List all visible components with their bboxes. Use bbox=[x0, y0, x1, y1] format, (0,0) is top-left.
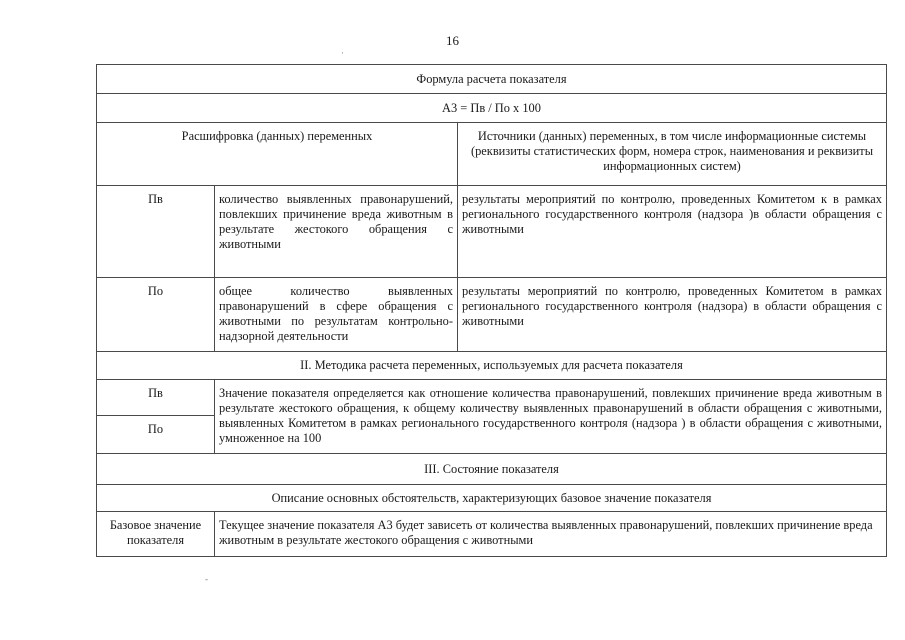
state-subheading: Описание основных обстоятельств, характеризующих базовое значение показателя bbox=[97, 485, 887, 512]
base-value-text: Текущее значение показателя А3 будет зависеть от количества выявленных правонарушений, повлекших причинение вреда животным в результате жестокого обращения с животными bbox=[215, 512, 887, 557]
methodology-row bbox=[97, 380, 887, 416]
methodology-code: По bbox=[97, 416, 215, 454]
sources-column-header: Источники (данных) переменных, в том числе информационные системы (реквизиты статистических форм, номера строк, наименования и реквизиты информационных систем) bbox=[458, 123, 887, 186]
formula: А3 = Пв / По х 100 bbox=[97, 94, 887, 123]
methodology-text: Значение показателя определяется как отношение количества правонарушений, повлекших причинение вреда животным в результате жестокого обращения, к общему количеству выявленных правонарушений в области обращения с животными, выявленных Комитетом в рамках регионального государственного контроля (надзора ) в области обращения с животными, умноженное на 100 bbox=[215, 380, 887, 454]
scan-dot: · bbox=[341, 48, 344, 58]
variables-column-header: Расшифровка (данных) переменных bbox=[97, 123, 458, 186]
methodology-heading-row bbox=[97, 352, 887, 380]
variable-code: По bbox=[97, 278, 215, 352]
variable-row bbox=[97, 186, 887, 278]
state-heading: III. Состояние показателя bbox=[97, 454, 887, 485]
state-subheading-row bbox=[97, 485, 887, 512]
formula-row bbox=[97, 94, 887, 123]
variable-source: результаты мероприятий по контролю, проведенных Комитетом к в рамках регионального государственного контроля (надзора )в области обращения с животными bbox=[458, 186, 887, 278]
variable-row bbox=[97, 278, 887, 352]
formula-heading: Формула расчета показателя bbox=[97, 65, 887, 94]
variable-description: количество выявленных правонарушений, повлекших причинение вреда животным в результате жестокого обращения с животными bbox=[215, 186, 458, 278]
indicator-table bbox=[96, 64, 886, 564]
page-number: 16 bbox=[446, 33, 459, 48]
column-header-row bbox=[97, 123, 887, 186]
scan-dot: - bbox=[205, 574, 208, 584]
variable-code: Пв bbox=[97, 186, 215, 278]
base-value-row bbox=[97, 512, 887, 557]
variable-description: общее количество выявленных правонарушений в сфере обращения с животными по результатам контрольно-надзорной деятельности bbox=[215, 278, 458, 352]
state-heading-row bbox=[97, 454, 887, 485]
base-value-label: Базовое значение показателя bbox=[97, 512, 215, 557]
methodology-heading: II. Методика расчета переменных, используемых для расчета показателя bbox=[97, 352, 887, 380]
methodology-code: Пв bbox=[97, 380, 215, 416]
formula-heading-row bbox=[97, 65, 887, 94]
variable-source: результаты мероприятий по контролю, проведенных Комитетом в рамках регионального государственного контроля (надзора) в области обращения с животными bbox=[458, 278, 887, 352]
